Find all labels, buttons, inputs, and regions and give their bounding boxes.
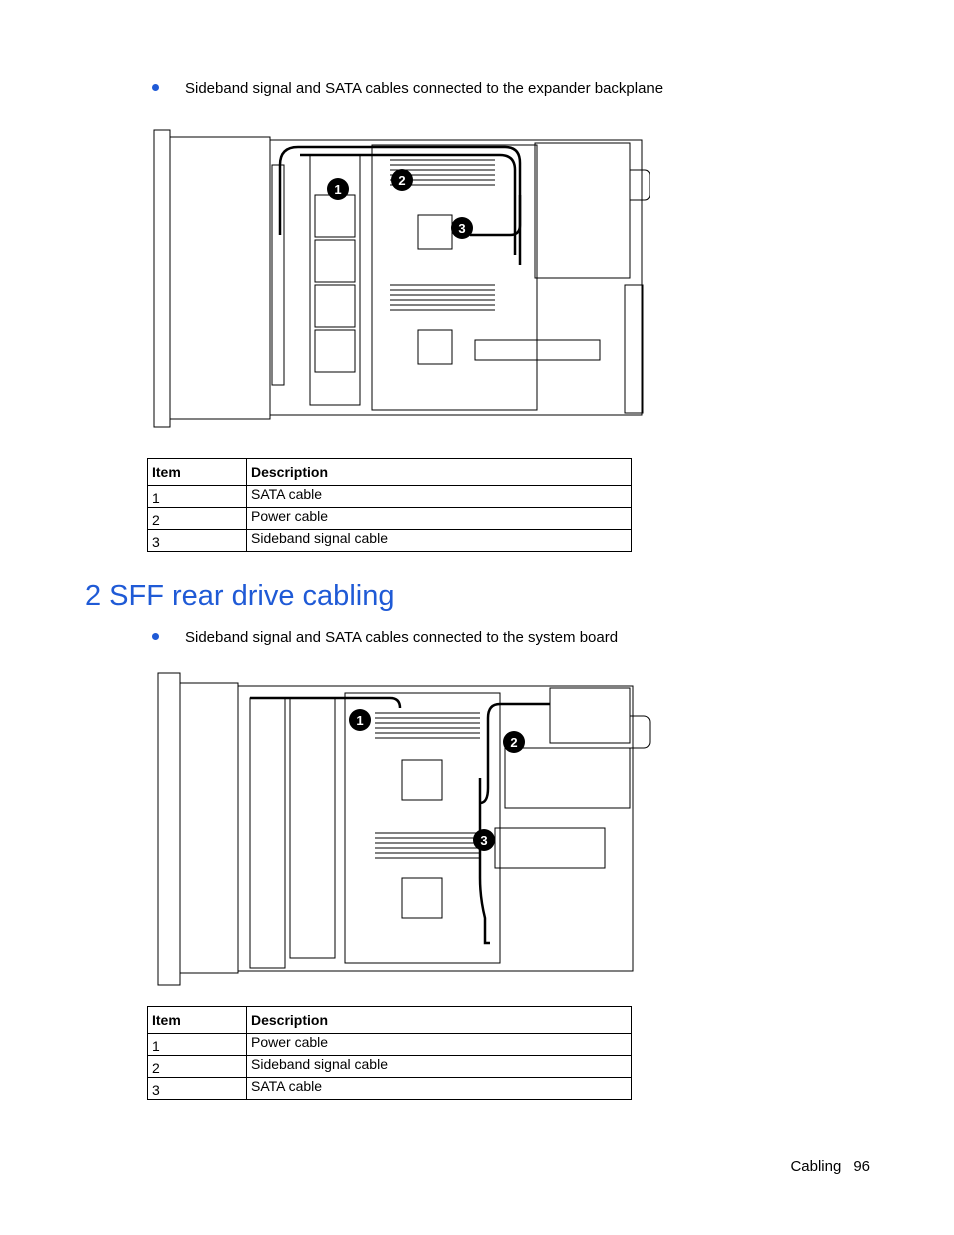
bullet-text: Sideband signal and SATA cables connected to the expander backplane [185, 80, 664, 97]
server-cabling-diagram-system-board [150, 668, 660, 990]
power-cable [250, 698, 400, 708]
processor-socket-2 [418, 330, 452, 364]
item-description: SATA cable [247, 1078, 632, 1100]
rear-drive-cage [550, 688, 630, 743]
backplane [250, 698, 285, 968]
items-table-2 [147, 1006, 632, 1100]
svg-text:1: 1 [334, 182, 342, 197]
item-description: SATA cable [247, 486, 632, 508]
page-footer [778, 1158, 870, 1175]
callout-1 [349, 709, 371, 731]
item-number: 2 [148, 1056, 247, 1078]
callout-2 [391, 169, 413, 191]
svg-text:3: 3 [458, 221, 466, 236]
column-header-item: Item [148, 1007, 247, 1034]
fan-bay [290, 698, 335, 958]
processor-socket-2 [402, 878, 442, 918]
svg-text:2: 2 [398, 173, 406, 188]
psu-handle [630, 170, 650, 200]
server-cabling-diagram-expander [150, 125, 650, 430]
sideband-cable [480, 704, 550, 803]
svg-text:1: 1 [356, 713, 364, 728]
table-row [148, 486, 632, 508]
item-number: 1 [148, 486, 247, 508]
item-description: Sideband signal cable [247, 530, 632, 552]
callout-2 [503, 731, 525, 753]
item-number: 3 [148, 1078, 247, 1100]
column-header-description: Description [247, 1007, 632, 1034]
table-row [148, 1034, 632, 1056]
item-description: Sideband signal cable [247, 1056, 632, 1078]
table-row [148, 1056, 632, 1078]
bullet-system-board [152, 629, 618, 647]
table-row [148, 1078, 632, 1100]
item-number: 3 [148, 530, 247, 552]
rear-drive-cage [535, 143, 630, 278]
bullet-dot-icon [152, 633, 159, 640]
page-number: 96 [853, 1158, 870, 1175]
item-description: Power cable [247, 1034, 632, 1056]
bullet-dot-icon [152, 84, 159, 91]
table-row [148, 508, 632, 530]
callout-3 [451, 217, 473, 239]
item-number: 2 [148, 508, 247, 530]
sideband-cable [470, 195, 520, 235]
callout-1 [327, 178, 349, 200]
column-header-description: Description [247, 459, 632, 486]
svg-text:2: 2 [510, 735, 518, 750]
drive-cage [180, 683, 238, 973]
processor-socket-1 [402, 760, 442, 800]
items-table-1 [147, 458, 632, 552]
bullet-expander-backplane [152, 80, 663, 98]
callout-3 [473, 829, 495, 851]
drive-cage [170, 137, 270, 419]
bullet-text: Sideband signal and SATA cables connected to the system board [185, 629, 619, 646]
section-heading: 2 SFF rear drive cabling [85, 580, 395, 612]
table-row [148, 530, 632, 552]
footer-section: Cabling [790, 1158, 842, 1175]
svg-text:3: 3 [480, 833, 488, 848]
item-number: 1 [148, 1034, 247, 1056]
item-description: Power cable [247, 508, 632, 530]
processor-socket-1 [418, 215, 452, 249]
front-bezel [158, 673, 180, 985]
front-bezel [154, 130, 170, 427]
column-header-item: Item [148, 459, 247, 486]
